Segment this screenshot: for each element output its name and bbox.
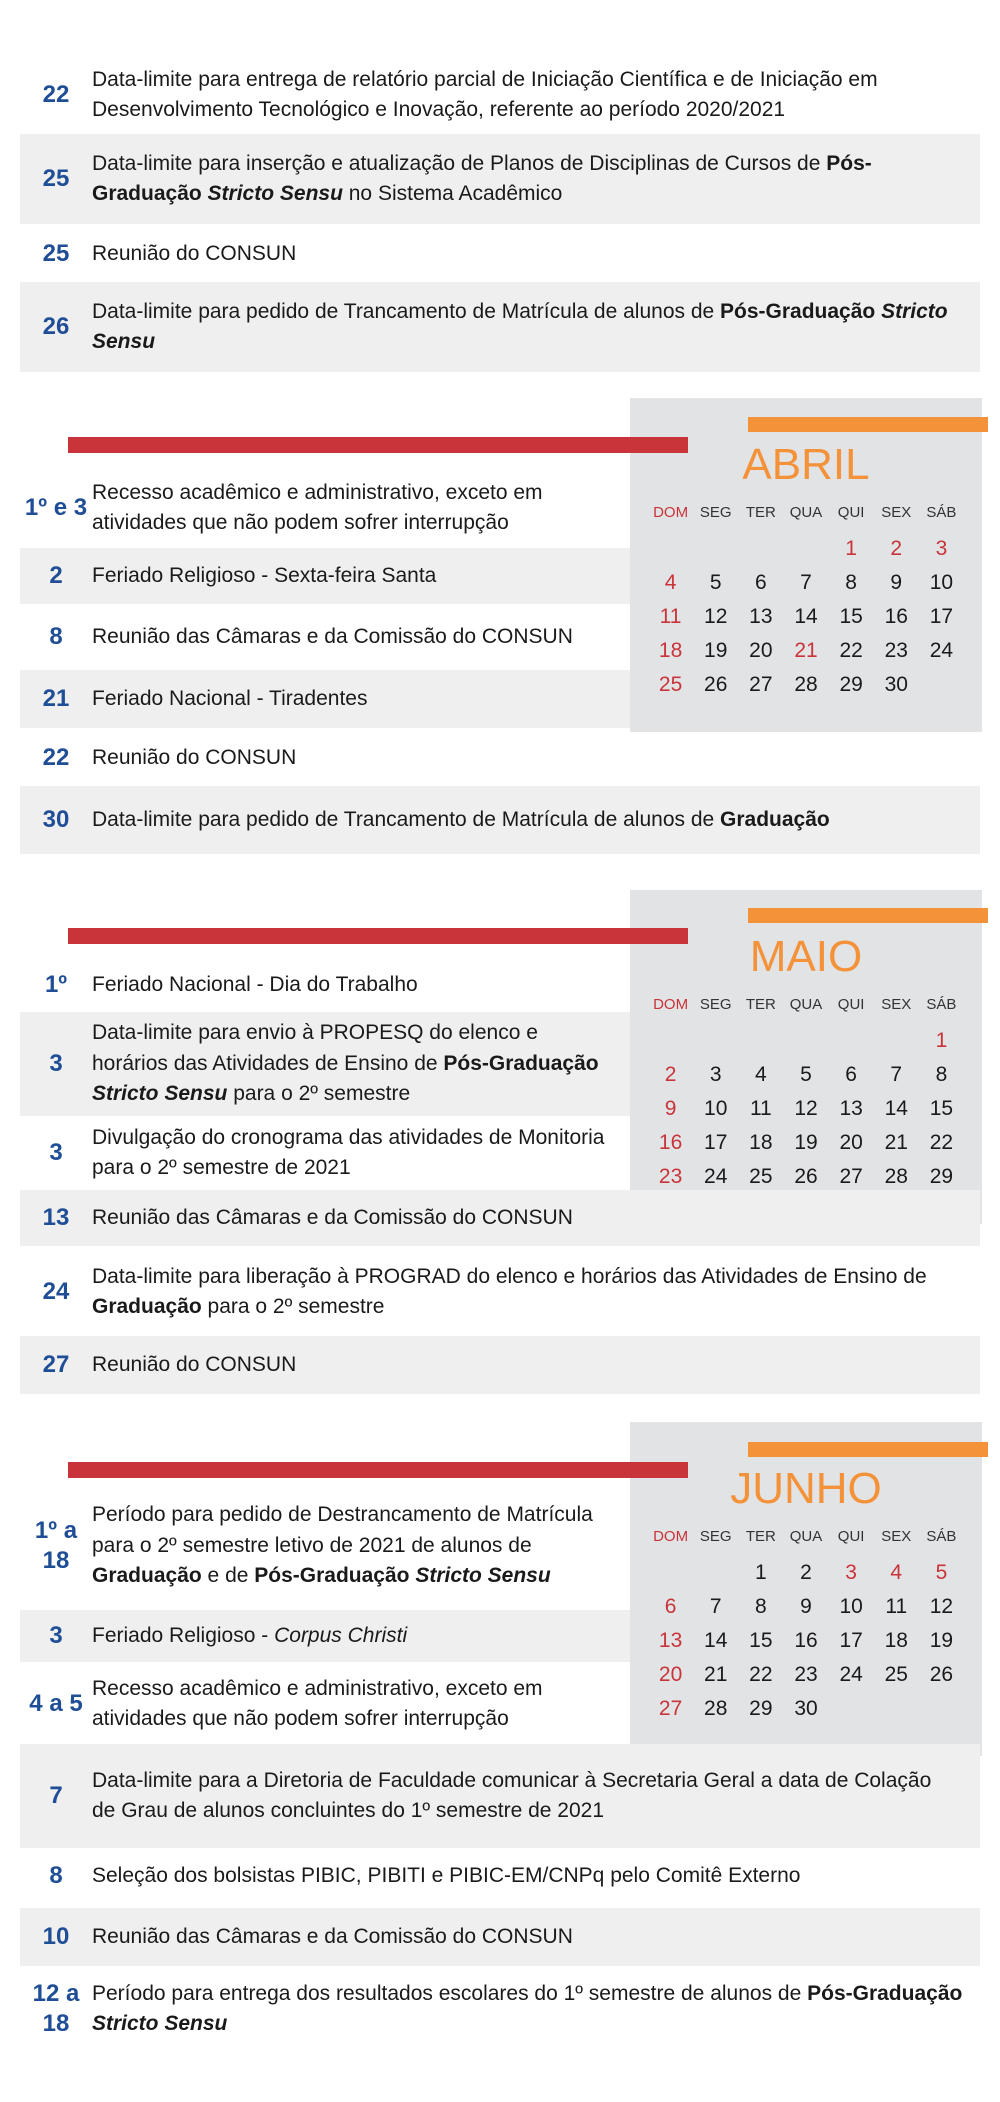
calendar-day [783,532,828,566]
calendar-day [829,1692,874,1726]
calendar-day: 25 [749,1165,773,1188]
calendar-day: 17 [929,605,954,628]
weekday-label: QUI [837,995,865,1013]
calendar-day: 3 [845,1561,857,1584]
calendar-day: 9 [800,1595,812,1618]
calendar-day: 20 [658,1663,683,1686]
list-item [20,282,980,372]
calendar-day [783,1024,828,1058]
event-text: Data-limite para inserção e atualização de Planos de Disciplinas de Cursos de Pós-Graduação Stricto Sensu no Sistema Acadêmico [92,151,872,205]
month-accent-bar [748,1442,988,1457]
calendar-day: 2 [890,537,903,560]
weekday-label: SEG [699,503,732,521]
calendar-day: 2 [664,1063,677,1086]
calendar-day: 27 [749,673,773,696]
event-day: 1º [44,971,68,998]
calendar-day: 9 [664,1097,677,1120]
calendar-day: 16 [884,605,908,628]
calendar-day: 8 [845,571,857,594]
calendar-day: 30 [794,1697,818,1720]
calendar-day: 10 [704,1097,728,1120]
event-text: Data-limite para envio à PROPESQ do elenco e horários das Atividades de Ensino de Pós-Graduação Stricto Sensu para o 2º semestre [92,1021,599,1106]
calendar-day: 17 [704,1131,728,1154]
calendar-day: 4 [664,571,677,594]
calendar-day [693,1556,738,1590]
calendar-day: 7 [709,1595,722,1618]
weekday-label: SÁB [926,1527,957,1545]
list-item [20,230,980,278]
calendar-day: 11 [749,1097,772,1120]
calendar-week [648,532,964,566]
calendar-day: 25 [658,673,683,696]
event-day: 24 [42,1278,70,1305]
event-day: 7 [49,1782,63,1809]
list-item [20,1190,980,1246]
list-item [20,1012,630,1116]
month-accent-bar [748,908,988,923]
event-text: Data-limite para a Diretoria de Faculdade comunicar à Secretaria Geral a data de Colação de Grau de alunos concluintes do 1º semestre de 2021 [92,1768,932,1822]
weekday-label: SEX [881,995,912,1013]
calendar-day: 17 [839,1629,863,1652]
calendar-day [738,532,783,566]
calendar-day [919,1692,964,1726]
calendar-day: 1 [845,537,857,560]
list-item [20,62,980,128]
event-day: 26 [42,313,70,340]
calendar-week [648,1590,964,1624]
section-divider [68,1462,688,1478]
event-day: 2 [49,562,63,589]
calendar-day: 19 [704,639,728,662]
list-item [20,1610,630,1662]
event-day: 12 a 18 [32,1980,80,2037]
calendar-day [648,1556,693,1590]
calendar-day: 1 [755,1561,767,1584]
event-day: 8 [49,623,63,650]
event-text: Data-limite para entrega de relatório parcial de Iniciação Científica e de Iniciação em Desenvolvimento Tecnológico e Inovação, referente ao período 2020/2021 [92,67,878,121]
list-item [20,1258,980,1326]
event-day: 22 [42,744,70,771]
event-text: Reunião das Câmaras e da Comissão do CONSUN [92,1924,573,1948]
calendar-day: 21 [794,639,818,662]
calendar-day: 12 [704,605,728,628]
event-text: Data-limite para pedido de Trancamento de Matrícula de alunos de Graduação [92,807,830,831]
calendar-day: 12 [794,1097,818,1120]
calendar-day [738,1024,783,1058]
list-item [20,1118,630,1188]
calendar-day: 9 [890,571,903,594]
weekday-label: SEG [699,995,732,1013]
calendar-day [648,532,693,566]
calendar-week [648,1692,964,1726]
event-text: Data-limite para pedido de Trancamento de Matrícula de alunos de Pós-Graduação Stricto Sensu [92,299,948,353]
weekday-label: DOM [653,1527,689,1545]
calendar-day: 21 [704,1663,728,1686]
month-title: MAIO [749,932,863,981]
calendar-day: 28 [704,1697,728,1720]
calendar-week [648,1092,964,1126]
section-divider [68,928,688,944]
calendar-day: 24 [704,1165,728,1188]
weekday-label: QUI [837,503,865,521]
calendar-day: 27 [839,1165,863,1188]
calendar-day: 19 [929,1629,954,1652]
list-item [20,1850,980,1902]
list-item [20,1908,980,1966]
calendar-day: 6 [845,1063,857,1086]
event-day: 1º a 18 [34,1517,78,1574]
calendar-week [648,566,964,600]
list-item [20,962,630,1008]
calendar-day: 7 [800,571,812,594]
calendar-day: 18 [749,1131,773,1154]
calendar-june [648,1516,964,1726]
month-title: JUNHO [730,1464,882,1513]
calendar-day: 19 [794,1131,818,1154]
event-text: Reunião do CONSUN [92,1352,297,1376]
calendar-day [693,1024,738,1058]
event-day: 25 [42,240,70,267]
event-day: 1º e 3 [24,494,88,521]
calendar-day: 22 [839,639,863,662]
weekday-label: QUA [789,1527,823,1545]
event-text: Recesso acadêmico e administrativo, exceto em atividades que não podem sofrer interrupção [92,480,543,534]
calendar-day [874,1024,919,1058]
event-text: Feriado Nacional - Dia do Trabalho [92,972,418,996]
calendar-day: 8 [755,1595,767,1618]
calendar-day: 5 [935,1561,948,1584]
calendar-week [648,1624,964,1658]
event-text: Seleção dos bolsistas PIBIC, PIBITI e PIBIC-EM/CNPq pelo Comitê Externo [92,1863,801,1887]
list-item [20,670,630,728]
calendar-day: 5 [709,571,722,594]
weekday-label: SEX [881,1527,912,1545]
calendar-day: 10 [929,571,954,594]
month-title: ABRIL [742,440,870,489]
event-text: Feriado Nacional - Tiradentes [92,686,368,710]
event-day: 10 [42,1923,70,1950]
calendar-day: 18 [884,1629,908,1652]
calendar-week [648,1160,964,1194]
calendar-week [648,1058,964,1092]
calendar-day: 24 [839,1663,863,1686]
event-day: 27 [42,1351,70,1378]
weekday-label: SEG [699,1527,732,1545]
calendar-day: 6 [664,1595,677,1618]
calendar-day: 4 [755,1063,767,1086]
event-text: Recesso acadêmico e administrativo, exceto em atividades que não podem sofrer interrupção [92,1676,543,1730]
calendar-day: 20 [749,639,773,662]
weekday-label: TER [745,503,776,521]
calendar-day: 7 [890,1063,903,1086]
calendar-day: 15 [749,1629,773,1652]
list-item [20,734,980,782]
calendar-day: 14 [704,1629,728,1652]
event-day: 21 [42,685,70,712]
list-item [20,1666,630,1742]
calendar-day: 14 [884,1097,908,1120]
event-text: Feriado Religioso - Sexta-feira Santa [92,563,437,587]
event-day: 8 [49,1862,63,1889]
calendar-day: 2 [800,1561,812,1584]
calendar-day: 26 [794,1165,818,1188]
event-day: 25 [42,165,70,192]
list-item [20,1972,980,2046]
event-text: Reunião das Câmaras e da Comissão do CONSUN [92,1205,573,1229]
event-text: Período para pedido de Destrancamento de Matrícula para o 2º semestre letivo de 2021 de alunos de Graduação e de Pós-Graduação Stricto Sensu [92,1503,593,1588]
calendar-week [648,668,964,702]
calendar-day [829,1024,874,1058]
calendar-week [648,1126,964,1160]
list-item [20,786,980,854]
calendar-day: 11 [659,605,682,628]
calendar-day: 13 [749,605,773,628]
calendar-day: 8 [935,1063,948,1086]
calendar-day: 13 [658,1629,683,1652]
calendar-day [874,1692,919,1726]
event-day: 4 a 5 [29,1690,83,1717]
calendar-day: 10 [839,1595,863,1618]
event-day: 3 [49,1622,63,1649]
calendar-day: 3 [935,537,948,560]
weekday-label: TER [745,995,776,1013]
calendar-week [648,634,964,668]
calendar-day: 15 [929,1097,954,1120]
calendar-week [648,1024,964,1058]
calendar-day: 18 [658,639,683,662]
weekday-label: SÁB [926,503,957,521]
list-item [20,608,630,666]
calendar-day: 28 [884,1165,908,1188]
event-text: Feriado Religioso - Corpus Christi [92,1623,408,1647]
calendar-day: 24 [929,639,954,662]
list-item [20,134,980,224]
calendar-day: 22 [749,1663,773,1686]
calendar-day: 29 [749,1697,773,1720]
list-item [20,1484,630,1608]
weekday-label: QUA [789,995,823,1013]
calendar-day: 29 [929,1165,954,1188]
event-text: Reunião do CONSUN [92,745,297,769]
list-item [20,470,630,546]
event-text: Data-limite para liberação à PROGRAD do elenco e horários das Atividades de Ensino de Graduação para o 2º semestre [92,1264,927,1318]
calendar-day: 11 [885,1595,908,1618]
calendar-day: 15 [839,605,863,628]
event-day: 22 [42,81,70,108]
calendar-day: 16 [658,1131,683,1154]
weekday-label: TER [745,1527,776,1545]
calendar-day: 1 [935,1029,948,1052]
calendar-week [648,1556,964,1590]
calendar-day: 26 [704,673,728,696]
calendar-day: 16 [794,1629,818,1652]
section-divider [68,437,688,453]
calendar-april [648,492,964,702]
calendar-day: 23 [658,1165,683,1188]
calendar-day: 28 [794,673,818,696]
weekday-label: DOM [653,995,689,1013]
calendar-day [919,668,964,702]
list-item [20,548,630,604]
calendar-day: 5 [800,1063,812,1086]
event-day: 13 [42,1204,70,1231]
weekday-label: DOM [653,503,689,521]
event-day: 3 [49,1050,63,1077]
calendar-day: 4 [890,1561,903,1584]
event-text: Reunião do CONSUN [92,241,297,265]
calendar-day: 12 [929,1595,954,1618]
event-day: 30 [42,806,70,833]
calendar-week [648,1658,964,1692]
calendar-week [648,600,964,634]
event-text: Divulgação do cronograma das atividades de Monitoria para o 2º semestre de 2021 [92,1125,605,1179]
calendar-day [693,532,738,566]
calendar-day: 20 [839,1131,863,1154]
calendar-day: 21 [884,1131,908,1154]
weekday-label: QUI [837,1527,865,1545]
calendar-day: 30 [884,673,908,696]
calendar-day: 22 [929,1131,954,1154]
calendar-day: 23 [794,1663,818,1686]
month-accent-bar [748,417,988,432]
calendar-day: 14 [794,605,818,628]
calendar-day: 13 [839,1097,863,1120]
calendar-day: 25 [884,1663,908,1686]
calendar-day: 3 [709,1063,722,1086]
calendar-day: 29 [839,673,863,696]
weekday-label: SEX [881,503,912,521]
calendar-day: 6 [755,571,767,594]
calendar-day: 23 [884,639,908,662]
event-day: 3 [49,1139,63,1166]
calendar-day [648,1024,693,1058]
list-item [20,1336,980,1394]
weekday-label: QUA [789,503,823,521]
calendar-day: 26 [929,1663,954,1686]
event-text: Reunião das Câmaras e da Comissão do CONSUN [92,624,573,648]
weekday-label: SÁB [926,995,957,1013]
event-text: Período para entrega dos resultados escolares do 1º semestre de alunos de Pós-Graduação Stricto Sensu [92,1981,963,2035]
list-item [20,1744,980,1848]
calendar-day: 27 [658,1697,683,1720]
